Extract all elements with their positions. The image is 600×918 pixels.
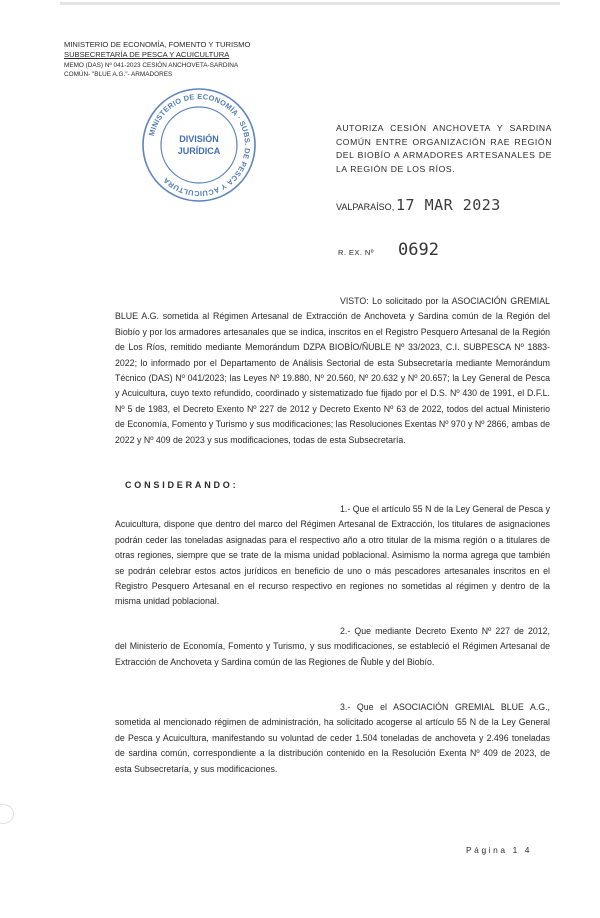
scan-top-edge [60, 2, 560, 5]
city: VALPARAÍSO, [336, 202, 395, 212]
stamp-ring-text: MINISTERIO DE ECONOMÍA · SUBS. DE PESCA Y ACUICULTURA [146, 91, 253, 199]
division-juridica-stamp [140, 86, 258, 204]
considerando-3: 3.- Que el ASOCIACIÓN GREMIAL BLUE A.G., sometida al mencionado régimen de administración, ha solicitado acogerse al artículo 55 N de la Ley General de Pesca y Acuicultura, manifestando su voluntad de ceder 1.504 toneladas de anchoveta y 2.496 toneladas de sardina común, correspondiente a la distribución contenido en la Resolución Exenta Nº 409 de 2023, de esta Subsecretaría, y sus modificaciones. [115, 702, 550, 774]
memo-reference-line2: COMÚN- "BLUE A.G."- ARMADORES [64, 70, 173, 78]
resolution-subject: AUTORIZA CESIÓN ANCHOVETA Y SARDINA COMÚN ENTRE ORGANIZACIÓN RAE REGIÓN DEL BIOBÍO A ARMADORES ARTESANALES DE LA REGIÓN DE LOS RÍOS. [336, 123, 552, 174]
considerando-heading: CONSIDERANDO: [125, 480, 239, 490]
scan-edge-mark [0, 804, 14, 824]
resolution-label: R. EX. Nº [338, 248, 374, 257]
page-number: Página 1 4 [466, 845, 533, 855]
date-stamp: 17 MAR 2023 [396, 196, 501, 214]
stamp-line2: JURÍDICA [177, 146, 221, 156]
visto-paragraph: VISTO: Lo solicitado por la ASOCIACIÓN GREMIAL BLUE A.G. sometida al Régimen Artesanal de Extracción de Anchoveta y Sardina común de la Región del Biobío y por los armadores artesanales que se indica, inscritos en el Registro Pesquero Artesanal de la Región de Los Ríos, remitido mediante Memorándum DZPA BIOBÍO/ÑUBLE Nº 33/2023, C.I. SUBPESCA Nº 1883-2022; lo informado por el Departamento de Análisis Sectorial de esta Subsecretaría mediante Memorándum Técnico (DAS) Nº 041/2023; las Leyes Nº 19.880, Nº 20.560, Nº 20.632 y Nº 20.657; la Ley General de Pesca y Acuicultura, cuyo texto refundido, coordinado y sistematizado fue fijado por el D.S. Nº 430 de 1991, el D.F.L. Nº 5 de 1983, el Decreto Exento Nº 227 de 2012 y Decreto Exento Nº 63 de 2022, todos del actual Ministerio de Economía, Fomento y Turismo y sus modificaciones; las Resoluciones Exentas Nº 970 y Nº 2866, ambas de 2022 y Nº 409 de 2023 y sus modificaciones, todas de esta Subsecretaría. [115, 296, 550, 445]
ministry-name: MINISTERIO DE ECONOMÍA, FOMENTO Y TURISMO [64, 40, 251, 49]
considerando-1: 1.- Que el artículo 55 N de la Ley General de Pesca y Acuicultura, dispone que dentro del marco del Régimen Artesanal de Extracción, los titulares de asignaciones podrán ceder las toneladas asignadas para el respectivo año a otro titular de la misma región o a titulares de otras regiones, siempre que se trate de la misma unidad poblacional. Asimismo la norma agrega que también se podrán celebrar estos actos jurídicos en beneficio de uno o más pescadores artesanales inscritos en el Registro Pesquero Artesanal en el recurso respectivo en regiones no sometidas al régimen y dentro de la misma unidad poblacional. [115, 504, 550, 607]
stamp-line1: DIVISIÓN [179, 134, 219, 144]
considerando-2: 2.- Que mediante Decreto Exento Nº 227 de 2012, del Ministerio de Economía, Fomento y Turismo, y sus modificaciones, se estableció el Régimen Artesanal de Extracción de Anchoveta y Sardina común de las Regiones de Ñuble y del Biobío. [115, 626, 550, 667]
resolution-number: 0692 [398, 240, 439, 260]
subsecretaria-name: SUBSECRETARÍA DE PESCA Y ACUICULTURA [64, 50, 230, 60]
memo-reference-line1: MEMO (DAS) Nº 041-2023 CESIÓN ANCHOVETA-SARDINA [64, 61, 239, 69]
letterhead [64, 40, 284, 79]
